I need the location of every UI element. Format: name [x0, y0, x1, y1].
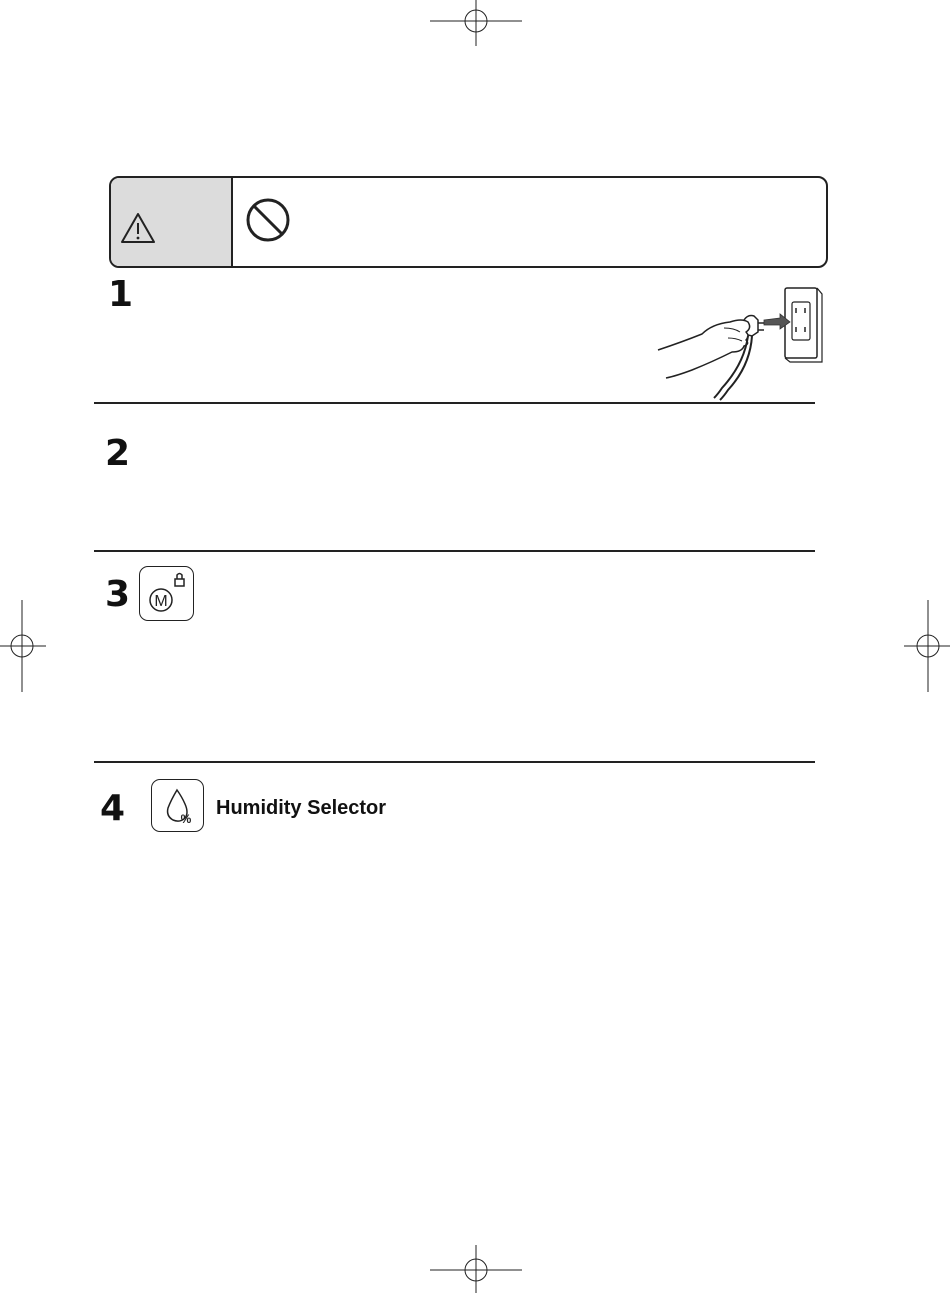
section-divider-2: [94, 550, 815, 552]
step-number-2: 2: [105, 433, 131, 474]
step-number-3: 3: [105, 574, 131, 615]
warning-label-panel: [111, 178, 233, 266]
step-number-4: 4: [100, 788, 126, 829]
m-lock-button-icon: [140, 567, 193, 620]
registration-mark-left: [0, 600, 48, 692]
svg-text:%: %: [180, 812, 192, 826]
mode-lock-key: [139, 566, 194, 621]
humidity-selector-label: Humidity Selector: [216, 797, 387, 819]
registration-mark-right: [902, 600, 950, 692]
registration-mark-bottom: [430, 1245, 522, 1293]
prohibition-icon: [245, 197, 291, 243]
section-divider-3: [94, 761, 815, 763]
registration-mark-top: [430, 0, 522, 48]
svg-text:M: M: [154, 593, 168, 610]
warning-triangle-icon: [120, 212, 156, 244]
humidity-key: [151, 779, 204, 832]
step-number-1: 1: [108, 274, 134, 315]
section-divider-1: [94, 402, 815, 404]
warning-box: [109, 176, 828, 268]
humidity-drop-percent-icon: [152, 780, 203, 831]
plug-into-outlet-illustration: [652, 284, 834, 402]
